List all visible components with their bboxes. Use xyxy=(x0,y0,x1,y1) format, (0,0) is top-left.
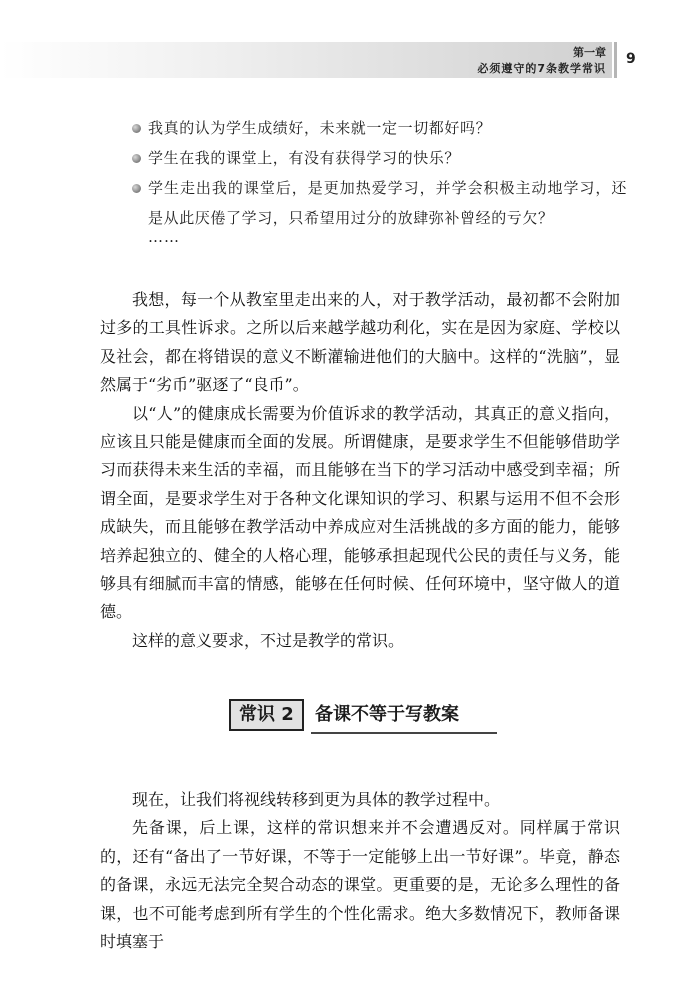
bullet-icon xyxy=(132,154,141,163)
list-item-text: 学生在我的课堂上，有没有获得学习的快乐？ xyxy=(148,149,461,167)
paragraph: 我想，每一个从教室里走出来的人，对于教学活动，最初都不会附加过多的工具性诉求。之所以后来越学越功利化，实在是因为家庭、学校以及社会，都在将错误的意义不断灌输进他们的大脑中。这样的“洗脑”，显然属于“劣币”驱逐了“良币”。 xyxy=(100,290,620,395)
list-item xyxy=(132,113,627,143)
bullet-icon xyxy=(132,184,141,193)
list-item-text: 我真的认为学生成绩好，未来就一定一切都好吗？ xyxy=(148,119,492,137)
section-tag: 常识 2 xyxy=(229,699,304,731)
chapter-label: 第一章 xyxy=(573,46,606,59)
list-item-text: 学生走出我的课堂后，是更加热爱学习，并学会积极主动地学习，还是从此厌倦了学习，只希望用过分的放肆弥补曾经的亏欠？ xyxy=(148,179,627,227)
list-item xyxy=(132,173,627,233)
paragraph: 先备课，后上课，这样的常识想来并不会遭遇反对。同样属于常识的，还有“备出了一节好课，不等于一定能够上出一节好课”。毕竟，静态的备课，永远无法完全契合动态的课堂。更重要的是，无论多么理性的备课，也不可能考虑到所有学生的个性化需求。绝大多数情况下，教师备课时填塞于 xyxy=(100,818,620,952)
bullet-icon xyxy=(132,124,141,133)
list-ellipsis: …… xyxy=(148,228,180,246)
section-heading xyxy=(229,699,497,735)
header-separator xyxy=(614,42,617,78)
paragraph: 现在，让我们将视线转移到更为具体的教学过程中。 xyxy=(132,790,501,809)
paragraph: 这样的意义要求，不过是教学的常识。 xyxy=(132,630,405,650)
chapter-title: 必须遵守的7条教学常识 xyxy=(477,62,606,75)
body-text-1 xyxy=(100,286,620,655)
page-number: 9 xyxy=(626,51,636,67)
list-item xyxy=(132,143,627,173)
body-text-2 xyxy=(100,786,620,956)
running-header xyxy=(0,42,700,78)
section-underline xyxy=(311,732,497,734)
paragraph: 以“人”的健康成长需要为价值诉求的教学活动，其真正的意义指向，应该且只能是健康而全面的发展。所谓健康，是要求学生不但能够借助学习而获得未来生活的幸福，而且能够在当下的学习活动中感受到幸福；所谓全面，是要求学生对于各种文化课知识的学习、积累与运用不但不会形成缺失，而且能够在教学活动中养成应对生活挑战的多方面的能力，能够培养起独立的、健全的人格心理，能够承担起现代公民的责任与义务，能够具有细腻而丰富的情感，能够在任何时候、任何环境中，坚守做人的道德。 xyxy=(100,403,620,622)
section-title: 备课不等于写教案 xyxy=(315,704,459,725)
question-list xyxy=(132,113,627,233)
